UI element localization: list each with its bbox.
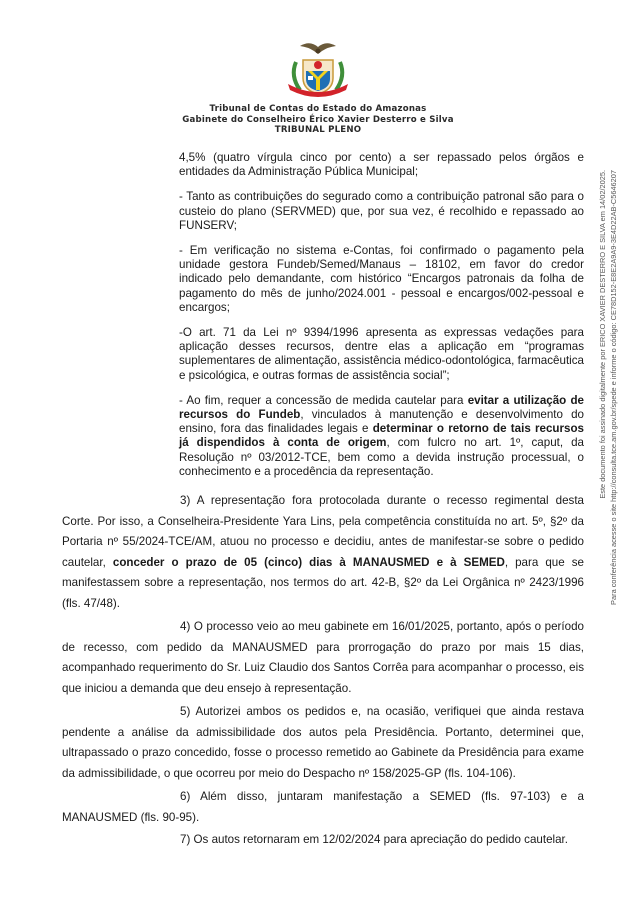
verification-notice: Para conferência acesse o site http://consulta.tce.am.gov.br/spede e informe o código: CE78D152-E8E2A9A9-3E4D22AB-C5646207 [608, 170, 618, 605]
text-run: , com fulcro no art. 1º, caput, da Resolução nº 03/2012-TCE, bem como a devida instrução processual, o conhecimento e a procedência da representação. [179, 436, 584, 478]
quoted-block [179, 151, 584, 490]
text-run: , vinculados à manutenção e desenvolvimento do ensino, fora das finalidades legais e [179, 408, 585, 436]
digital-signature-sidebar [598, 170, 619, 690]
cabinet-name: Gabinete do Conselheiro Érico Xavier Desterro e Silva [182, 114, 454, 125]
paragraph-item-7: 7) Os autos retornaram em 12/02/2024 para apreciação do pedido cautelar. [180, 833, 568, 846]
quote-paragraph-4: -O art. 71 da Lei nº 9394/1996 apresenta as expressas vedações para aplicação desses recursos, dentre elas a aplicação em “programas suplementares de alimentação, assistência médico-odontológica, farmacêutica e psicológica, e outras formas de assistência social”; [179, 326, 584, 382]
quote-paragraph-5 [179, 394, 584, 479]
coat-of-arms-emblem [278, 38, 358, 104]
signature-notice: Este documento foi assinado digitalmente por ERICO XAVIER DESTERRO E SILVA em 14/02/2025. [598, 170, 607, 499]
paragraph-item-3 [62, 491, 584, 614]
text-run: 3) A representação fora protocolada durante o recesso regimental desta Corte. Por isso, a Conselheira-Presidente Yara Lins, pela competência constituída no art. 5º, §2º da Portaria nº 55/2024-TCE/AM, atuou no processo e decidiu, antes de manifestar-se sobre o pedido cautelar, [62, 494, 584, 569]
letterhead [0, 38, 636, 136]
bold-run: conceder o prazo de 05 (cinco) dias à MANAUSMED e à SEMED [112, 555, 505, 569]
bold-run: determinar o retorno de tais recursos já dispendidos à conta de origem [179, 422, 584, 450]
court-name: Tribunal de Contas do Estado do Amazonas [209, 104, 427, 114]
paragraph-item-5: 5) Autorizei ambos os pedidos e, na ocasião, verifiquei que ainda restava pendente a análise da admissibilidade dos autos pela Presidência. Portanto, determinei que, ultrapassado o prazo concedido, fosse o processo remetido ao Gabinete da Presidência para exame da admissibilidade, o que ocorreu por meio do Despacho nº 158/2025-GP (fls. 104-106). [62, 705, 584, 780]
quote-paragraph-3: - Em verificação no sistema e-Contas, foi confirmado o pagamento pela unidade gestora Fundeb/Semed/Manaus – 18102, em favor do credor indicado pelo demandante, com histórico “Encargos patronais da folha de pagamento do mês de junho/2024.001 - pessoal e encargos/002-pessoal e encargos; [179, 244, 584, 314]
document-body [62, 491, 584, 851]
plenary-label: TRIBUNAL PLENO [274, 125, 362, 135]
quote-paragraph-2: - Tanto as contribuições do segurado como a contribuição patronal são para o custeio do plano (SERVMED) que, por sua vez, é recolhido e repassado ao FUNSERV; [179, 190, 584, 232]
paragraph-item-4: 4) O processo veio ao meu gabinete em 16/01/2025, portanto, após o período de recesso, com pedido da MANAUSMED para prorrogação do prazo por mais 15 dias, acompanhado requerimento do Sr. Luiz Claudio dos Santos Corrêa para acompanhar o processo, eis que iniciou a demanda que deu ensejo à representação. [62, 620, 584, 695]
text-run: - Ao fim, requer a concessão de medida cautelar para [179, 393, 468, 407]
bold-run: evitar a utilização de recursos do Fundeb [179, 393, 584, 422]
text-run: , para que se manifestassem sobre a representação, nos termos do art. 42-B, §2º da Lei Orgânica nº 2423/1996 (fls. 47/48). [62, 555, 584, 610]
paragraph-item-6: 6) Além disso, juntaram manifestação a SEMED (fls. 97-103) e a MANAUSMED (fls. 90-95). [62, 790, 584, 824]
quote-paragraph-1: 4,5% (quatro vírgula cinco por cento) a ser repassado pelos órgãos e entidades da Administração Pública Municipal; [179, 151, 584, 179]
